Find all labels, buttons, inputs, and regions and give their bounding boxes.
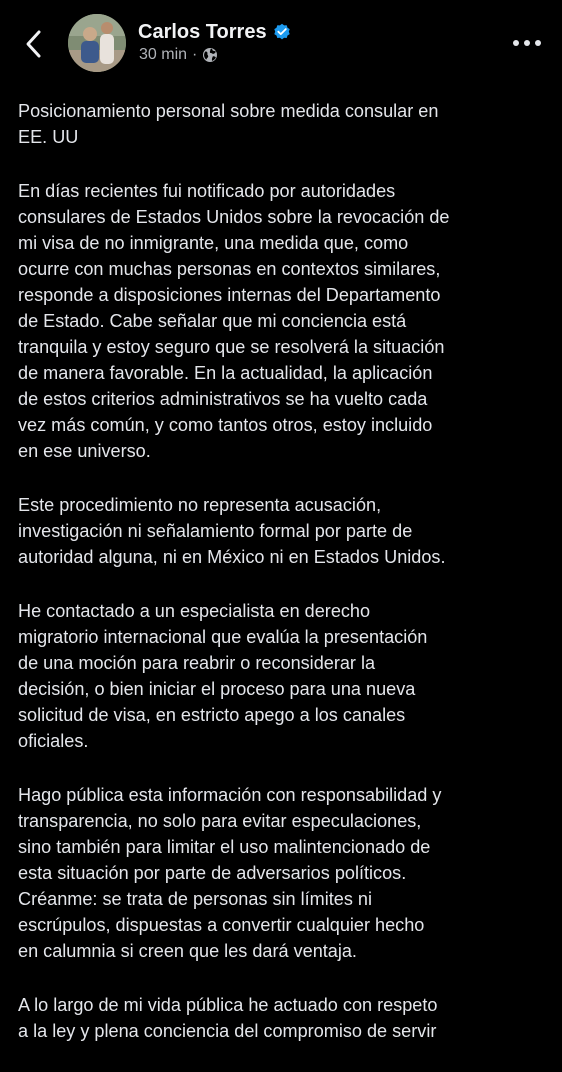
more-options-button[interactable]	[510, 30, 544, 56]
post-paragraph: En días recientes fui notificado por autoridades consulares de Estados Unidos sobre la revocación de mi visa de no inmigrante, una medida que, como ocurre con muchas personas en contextos similares, responde a disposiciones internas del Departamento de Estado. Cabe señalar que mi conciencia está tranquila y estoy seguro que se resolverá la situación de manera favorable. En la actualidad, la aplicación de estos criterios administrativos se ha vuelto cada vez más común, y como tantos otros, estoy incluido en ese universo.	[18, 181, 450, 461]
post-body	[18, 98, 548, 1072]
timestamp[interactable]: 30 min	[139, 46, 188, 63]
post-meta	[139, 46, 218, 64]
author-row	[138, 18, 291, 46]
profile-photo	[68, 14, 126, 72]
author-name[interactable]: Carlos Torres	[138, 20, 267, 43]
avatar[interactable]	[68, 14, 126, 72]
chevron-left-icon	[24, 29, 44, 59]
globe-icon	[202, 47, 218, 63]
post-paragraph: He contactado a un especialista en derecho migratorio internacional que evalúa la presentación de una moción para reabrir o reconsiderar la decisión, o bien iniciar el proceso para una nueva solicitud de visa, en estricto apego a los canales oficiales.	[18, 601, 428, 751]
meta-separator: ·	[192, 46, 198, 63]
post-paragraph: Hago pública esta información con responsabilidad y transparencia, no solo para evitar especulaciones, sino también para limitar el uso malintencionado de esta situación por parte de adversarios políticos. Créanme: se trata de personas sin límites ni escrúpulos, dispuestas a convertir cualquier hecho en calumnia si creen que les dará ventaja.	[18, 785, 442, 961]
more-options-icon	[512, 39, 542, 47]
post-title: Posicionamiento personal sobre medida consular en EE. UU	[18, 101, 439, 147]
back-button[interactable]	[16, 24, 52, 64]
post-paragraph: A lo largo de mi vida pública he actuado con respeto a la ley y plena conciencia del compromiso de servir	[18, 995, 438, 1041]
post-paragraph: Este procedimiento no representa acusación, investigación ni señalamiento formal por parte de autoridad alguna, ni en México ni en Estados Unidos.	[18, 495, 446, 567]
verified-badge-icon	[273, 23, 291, 41]
post-header	[0, 0, 562, 86]
